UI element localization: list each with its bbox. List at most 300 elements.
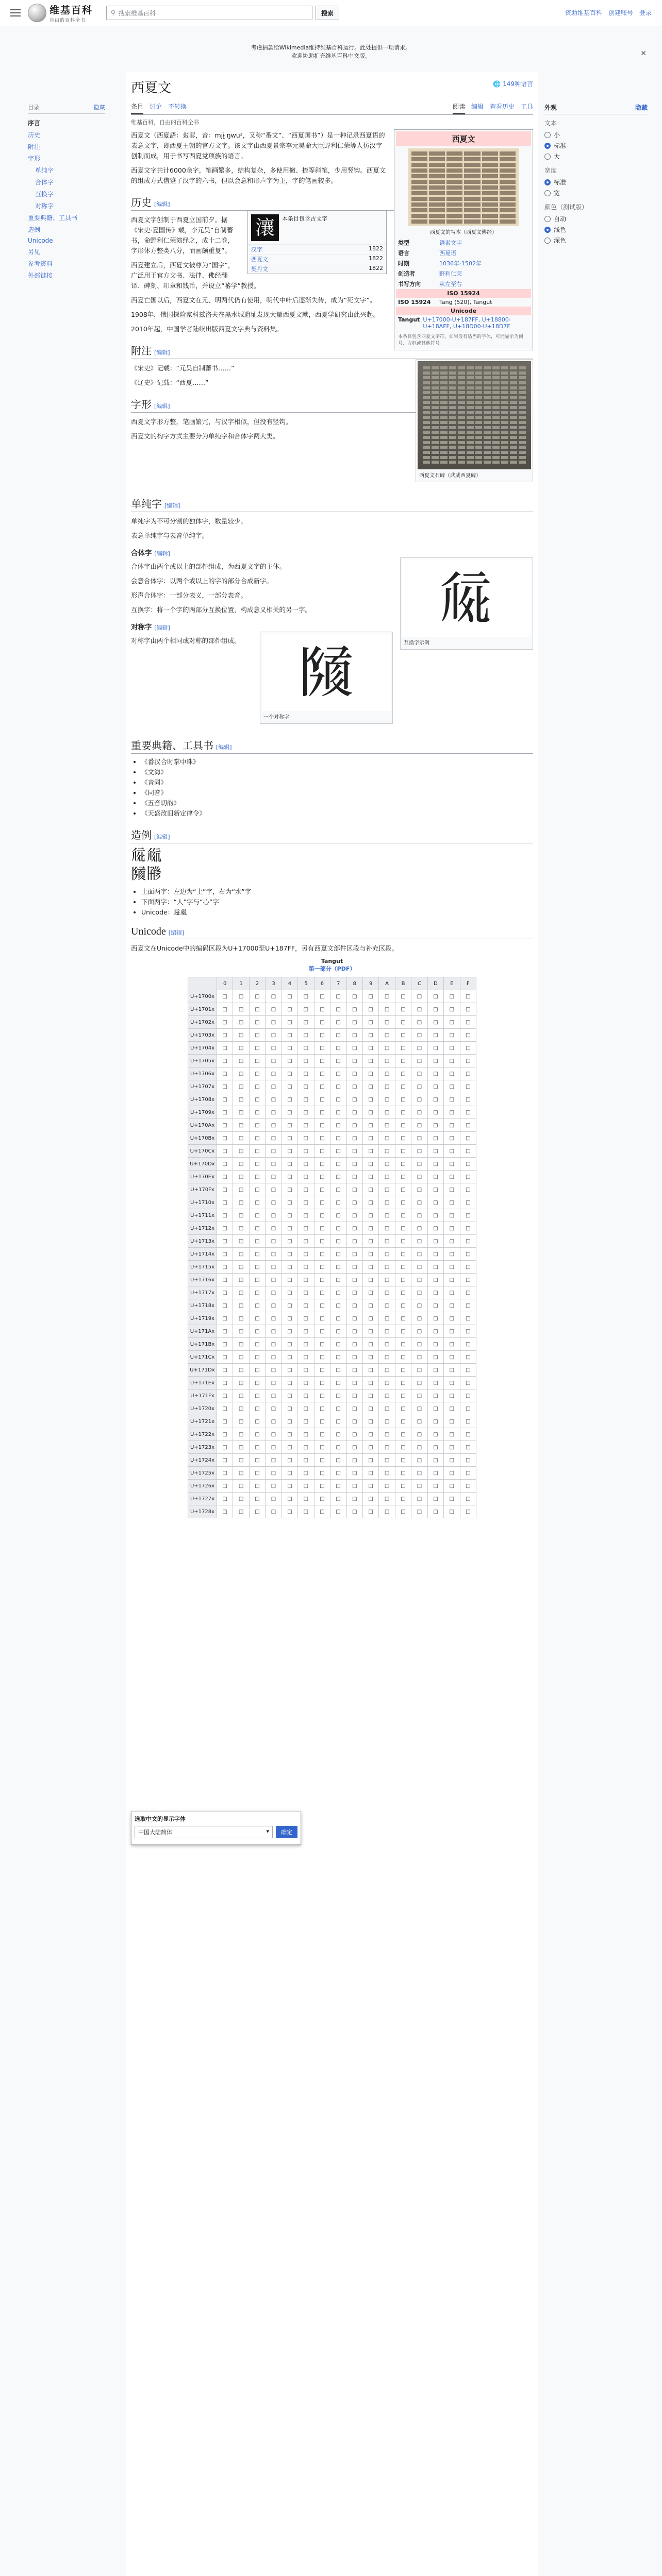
table-cell[interactable]: □ <box>298 1145 314 1158</box>
table-cell[interactable]: □ <box>362 1338 378 1351</box>
table-cell[interactable]: □ <box>411 1080 427 1093</box>
table-cell[interactable]: □ <box>427 1080 443 1093</box>
table-cell[interactable]: □ <box>314 1209 330 1222</box>
edit-link[interactable]: [编辑] <box>164 502 180 509</box>
infobox-value[interactable]: 1036年-1502年 <box>439 260 482 267</box>
table-cell[interactable]: □ <box>217 1171 233 1183</box>
table-cell[interactable]: □ <box>249 1480 265 1493</box>
table-cell[interactable]: □ <box>249 1351 265 1364</box>
table-cell[interactable]: □ <box>282 1299 297 1312</box>
table-cell[interactable]: □ <box>282 1377 297 1389</box>
table-cell[interactable]: □ <box>444 1325 460 1338</box>
table-cell[interactable]: □ <box>411 1351 427 1364</box>
table-cell[interactable]: □ <box>427 1441 443 1454</box>
table-cell[interactable]: □ <box>266 1080 282 1093</box>
table-cell[interactable]: □ <box>362 1467 378 1480</box>
table-cell[interactable]: □ <box>298 1183 314 1196</box>
table-cell[interactable]: □ <box>460 1042 476 1055</box>
swap-figure[interactable] <box>400 557 533 650</box>
table-cell[interactable]: □ <box>460 1402 476 1415</box>
table-cell[interactable]: □ <box>379 1364 395 1377</box>
table-cell[interactable]: □ <box>314 1467 330 1480</box>
table-cell[interactable]: □ <box>379 1209 395 1222</box>
table-cell[interactable]: □ <box>266 1183 282 1196</box>
table-cell[interactable]: □ <box>379 1338 395 1351</box>
table-cell[interactable]: □ <box>427 1106 443 1119</box>
table-cell[interactable]: □ <box>266 1493 282 1505</box>
table-cell[interactable]: □ <box>444 1067 460 1080</box>
table-cell[interactable]: □ <box>298 1003 314 1016</box>
table-cell[interactable]: □ <box>346 1196 362 1209</box>
table-cell[interactable]: □ <box>444 1402 460 1415</box>
table-cell[interactable]: □ <box>298 1029 314 1042</box>
table-cell[interactable]: □ <box>460 1003 476 1016</box>
table-cell[interactable]: □ <box>346 1222 362 1235</box>
table-cell[interactable]: □ <box>314 1441 330 1454</box>
table-cell[interactable]: □ <box>362 1274 378 1286</box>
table-cell[interactable]: □ <box>460 1493 476 1505</box>
table-cell[interactable]: □ <box>460 1235 476 1248</box>
table-cell[interactable]: □ <box>330 1493 346 1505</box>
table-cell[interactable]: □ <box>314 1119 330 1132</box>
mirror-figure[interactable] <box>260 632 393 724</box>
table-cell[interactable]: □ <box>314 1428 330 1441</box>
table-cell[interactable]: □ <box>411 1067 427 1080</box>
toc-hide-button[interactable]: 隐藏 <box>94 104 105 111</box>
table-cell[interactable]: □ <box>411 1415 427 1428</box>
table-cell[interactable]: □ <box>411 1029 427 1042</box>
table-cell[interactable]: □ <box>362 1441 378 1454</box>
table-cell[interactable]: □ <box>444 1119 460 1132</box>
table-cell[interactable]: □ <box>460 1196 476 1209</box>
table-cell[interactable]: □ <box>282 1222 297 1235</box>
table-cell[interactable]: □ <box>395 1171 411 1183</box>
table-cell[interactable]: □ <box>395 1389 411 1402</box>
table-cell[interactable]: □ <box>217 990 233 1003</box>
table-cell[interactable]: □ <box>217 1158 233 1171</box>
table-cell[interactable]: □ <box>298 1415 314 1428</box>
table-cell[interactable]: □ <box>427 1183 443 1196</box>
table-cell[interactable]: □ <box>411 1261 427 1274</box>
table-cell[interactable]: □ <box>395 1222 411 1235</box>
table-cell[interactable]: □ <box>233 1325 249 1338</box>
table-cell[interactable]: □ <box>427 1171 443 1183</box>
table-cell[interactable]: □ <box>330 1132 346 1145</box>
table-cell[interactable]: □ <box>395 1003 411 1016</box>
table-cell[interactable]: □ <box>427 1055 443 1067</box>
table-cell[interactable]: □ <box>411 1132 427 1145</box>
table-cell[interactable]: □ <box>298 1106 314 1119</box>
table-cell[interactable]: □ <box>330 1261 346 1274</box>
table-cell[interactable]: □ <box>217 1274 233 1286</box>
table-cell[interactable]: □ <box>346 1183 362 1196</box>
table-cell[interactable]: □ <box>395 1364 411 1377</box>
variant-dropdown[interactable]: 不转换 <box>168 103 187 110</box>
table-cell[interactable]: □ <box>314 1505 330 1518</box>
table-cell[interactable]: □ <box>217 1196 233 1209</box>
table-cell[interactable]: □ <box>298 1364 314 1377</box>
table-cell[interactable]: □ <box>379 1055 395 1067</box>
table-cell[interactable]: □ <box>282 1093 297 1106</box>
table-cell[interactable]: □ <box>266 1171 282 1183</box>
table-cell[interactable]: □ <box>411 990 427 1003</box>
table-cell[interactable]: □ <box>330 1222 346 1235</box>
table-cell[interactable]: □ <box>379 1261 395 1274</box>
table-cell[interactable]: □ <box>444 1042 460 1055</box>
table-cell[interactable]: □ <box>233 1016 249 1029</box>
table-cell[interactable]: □ <box>427 1119 443 1132</box>
table-cell[interactable]: □ <box>444 1093 460 1106</box>
table-cell[interactable]: □ <box>411 1196 427 1209</box>
table-cell[interactable]: □ <box>298 1016 314 1029</box>
table-cell[interactable]: □ <box>249 1261 265 1274</box>
table-cell[interactable]: □ <box>395 1274 411 1286</box>
table-cell[interactable]: □ <box>233 1454 249 1467</box>
table-cell[interactable]: □ <box>379 1402 395 1415</box>
table-cell[interactable]: □ <box>314 1003 330 1016</box>
radio-option[interactable] <box>544 140 648 151</box>
table-cell[interactable]: □ <box>217 1325 233 1338</box>
table-cell[interactable]: □ <box>249 1171 265 1183</box>
table-cell[interactable]: □ <box>217 1364 233 1377</box>
table-cell[interactable]: □ <box>427 1480 443 1493</box>
table-cell[interactable]: □ <box>427 1196 443 1209</box>
table-cell[interactable]: □ <box>249 1067 265 1080</box>
stone-figure[interactable] <box>416 359 533 482</box>
table-cell[interactable]: □ <box>298 1351 314 1364</box>
table-cell[interactable]: □ <box>217 1338 233 1351</box>
table-cell[interactable]: □ <box>298 1132 314 1145</box>
table-cell[interactable]: □ <box>298 1467 314 1480</box>
table-cell[interactable]: □ <box>362 1428 378 1441</box>
table-cell[interactable]: □ <box>217 1055 233 1067</box>
table-cell[interactable]: □ <box>395 1480 411 1493</box>
table-cell[interactable]: □ <box>314 1196 330 1209</box>
table-cell[interactable]: □ <box>427 1312 443 1325</box>
table-cell[interactable]: □ <box>411 1467 427 1480</box>
table-cell[interactable]: □ <box>444 1480 460 1493</box>
table-cell[interactable]: □ <box>282 1016 297 1029</box>
table-cell[interactable]: □ <box>282 1261 297 1274</box>
table-cell[interactable]: □ <box>217 1042 233 1055</box>
table-cell[interactable]: □ <box>266 990 282 1003</box>
table-cell[interactable]: □ <box>379 1454 395 1467</box>
unicode-ranges[interactable]: U+17000-U+187FF, U+18800-U+18AFF, U+18D00-U+18D7F <box>423 316 511 330</box>
table-cell[interactable]: □ <box>395 1093 411 1106</box>
table-cell[interactable]: □ <box>362 1145 378 1158</box>
table-cell[interactable]: □ <box>233 1003 249 1016</box>
toc-item[interactable]: 外部链接 <box>28 272 53 279</box>
table-cell[interactable]: □ <box>298 1377 314 1389</box>
table-cell[interactable]: □ <box>362 1493 378 1505</box>
table-cell[interactable]: □ <box>217 1312 233 1325</box>
table-cell[interactable]: □ <box>395 1441 411 1454</box>
table-cell[interactable]: □ <box>314 1377 330 1389</box>
sidebox-key[interactable]: 西夏文 <box>251 256 268 263</box>
table-cell[interactable]: □ <box>411 1119 427 1132</box>
table-cell[interactable]: □ <box>249 1338 265 1351</box>
table-cell[interactable]: □ <box>427 1158 443 1171</box>
table-cell[interactable]: □ <box>314 1016 330 1029</box>
table-cell[interactable]: □ <box>460 1106 476 1119</box>
table-cell[interactable]: □ <box>346 1209 362 1222</box>
table-cell[interactable]: □ <box>314 1312 330 1325</box>
table-cell[interactable]: □ <box>233 1299 249 1312</box>
table-cell[interactable]: □ <box>233 1145 249 1158</box>
table-cell[interactable]: □ <box>330 1055 346 1067</box>
table-cell[interactable]: □ <box>444 1080 460 1093</box>
table-cell[interactable]: □ <box>282 1029 297 1042</box>
table-cell[interactable]: □ <box>282 1415 297 1428</box>
table-cell[interactable]: □ <box>249 1209 265 1222</box>
table-cell[interactable]: □ <box>444 1505 460 1518</box>
table-cell[interactable]: □ <box>346 1055 362 1067</box>
table-cell[interactable]: □ <box>282 1364 297 1377</box>
table-cell[interactable]: □ <box>217 1183 233 1196</box>
table-cell[interactable]: □ <box>282 1196 297 1209</box>
table-cell[interactable]: □ <box>233 1428 249 1441</box>
table-cell[interactable]: □ <box>298 1261 314 1274</box>
table-cell[interactable]: □ <box>298 1505 314 1518</box>
table-cell[interactable]: □ <box>395 1196 411 1209</box>
table-cell[interactable]: □ <box>249 1042 265 1055</box>
table-cell[interactable]: □ <box>346 1286 362 1299</box>
table-cell[interactable]: □ <box>330 1377 346 1389</box>
toc-item[interactable]: 合体字 <box>35 179 54 186</box>
table-cell[interactable]: □ <box>217 1441 233 1454</box>
table-cell[interactable]: □ <box>217 1505 233 1518</box>
table-cell[interactable]: □ <box>395 1325 411 1338</box>
table-cell[interactable]: □ <box>217 1067 233 1080</box>
table-cell[interactable]: □ <box>249 1016 265 1029</box>
table-cell[interactable]: □ <box>298 1055 314 1067</box>
table-cell[interactable]: □ <box>249 1454 265 1467</box>
table-cell[interactable]: □ <box>266 1454 282 1467</box>
table-cell[interactable]: □ <box>298 1119 314 1132</box>
table-cell[interactable]: □ <box>233 1080 249 1093</box>
table-cell[interactable]: □ <box>411 1003 427 1016</box>
table-cell[interactable]: □ <box>217 1286 233 1299</box>
table-cell[interactable]: □ <box>379 1222 395 1235</box>
table-cell[interactable]: □ <box>346 1338 362 1351</box>
table-cell[interactable]: □ <box>282 1428 297 1441</box>
table-cell[interactable]: □ <box>460 990 476 1003</box>
table-cell[interactable]: □ <box>330 1480 346 1493</box>
tab-0[interactable]: 条目 <box>131 99 143 114</box>
toc-item[interactable]: 造例 <box>28 226 41 233</box>
table-cell[interactable]: □ <box>444 1183 460 1196</box>
table-cell[interactable]: □ <box>427 1261 443 1274</box>
table-cell[interactable]: □ <box>379 1029 395 1042</box>
table-cell[interactable]: □ <box>444 1248 460 1261</box>
table-cell[interactable]: □ <box>362 1415 378 1428</box>
table-cell[interactable]: □ <box>346 1454 362 1467</box>
table-cell[interactable]: □ <box>249 1441 265 1454</box>
table-cell[interactable]: □ <box>444 1351 460 1364</box>
table-cell[interactable]: □ <box>346 1248 362 1261</box>
toc-item[interactable]: Unicode <box>28 237 53 244</box>
toc-item[interactable]: 参考资料 <box>28 260 53 267</box>
table-cell[interactable]: □ <box>314 1480 330 1493</box>
table-cell[interactable]: □ <box>411 1286 427 1299</box>
table-cell[interactable]: □ <box>314 1286 330 1299</box>
table-cell[interactable]: □ <box>282 1209 297 1222</box>
table-cell[interactable]: □ <box>249 1377 265 1389</box>
table-cell[interactable]: □ <box>282 1325 297 1338</box>
table-cell[interactable]: □ <box>282 1119 297 1132</box>
dialog-ok-button[interactable]: 确定 <box>276 1826 297 1838</box>
table-cell[interactable]: □ <box>362 1119 378 1132</box>
table-cell[interactable]: □ <box>282 1106 297 1119</box>
table-cell[interactable]: □ <box>460 1145 476 1158</box>
table-cell[interactable]: □ <box>444 1428 460 1441</box>
edit-link[interactable]: [编辑] <box>154 201 170 208</box>
table-cell[interactable]: □ <box>330 1441 346 1454</box>
table-cell[interactable]: □ <box>411 1222 427 1235</box>
table-cell[interactable]: □ <box>249 990 265 1003</box>
table-cell[interactable]: □ <box>427 1428 443 1441</box>
table-cell[interactable]: □ <box>411 1428 427 1441</box>
table-cell[interactable]: □ <box>282 1080 297 1093</box>
table-cell[interactable]: □ <box>217 1480 233 1493</box>
appearance-hide-button[interactable]: 隐藏 <box>635 104 648 111</box>
table-cell[interactable]: □ <box>282 1145 297 1158</box>
table-cell[interactable]: □ <box>217 1415 233 1428</box>
font-select[interactable]: 中国大陆简体 ▾ <box>135 1826 273 1838</box>
site-logo[interactable] <box>28 3 93 23</box>
table-cell[interactable]: □ <box>314 1183 330 1196</box>
edit-link[interactable]: [编辑] <box>154 550 170 557</box>
table-cell[interactable]: □ <box>411 1235 427 1248</box>
table-cell[interactable]: □ <box>427 1132 443 1145</box>
table-cell[interactable]: □ <box>217 1119 233 1132</box>
table-cell[interactable]: □ <box>460 1338 476 1351</box>
table-cell[interactable]: □ <box>379 1067 395 1080</box>
table-cell[interactable]: □ <box>460 1016 476 1029</box>
table-cell[interactable]: □ <box>233 1042 249 1055</box>
table-cell[interactable]: □ <box>249 1428 265 1441</box>
table-cell[interactable]: □ <box>460 1351 476 1364</box>
table-cell[interactable]: □ <box>362 1093 378 1106</box>
table-cell[interactable]: □ <box>395 1377 411 1389</box>
table-cell[interactable]: □ <box>330 1080 346 1093</box>
infobox-value[interactable]: 西夏语 <box>439 250 456 257</box>
table-cell[interactable]: □ <box>330 1067 346 1080</box>
table-cell[interactable]: □ <box>346 1364 362 1377</box>
sidebox-key[interactable]: 汉字 <box>251 246 262 253</box>
table-cell[interactable]: □ <box>249 1505 265 1518</box>
table-cell[interactable]: □ <box>314 1080 330 1093</box>
table-cell[interactable]: □ <box>330 1454 346 1467</box>
table-cell[interactable]: □ <box>395 990 411 1003</box>
table-cell[interactable]: □ <box>427 1325 443 1338</box>
table-cell[interactable]: □ <box>444 1286 460 1299</box>
table-cell[interactable]: □ <box>233 1480 249 1493</box>
table-cell[interactable]: □ <box>266 1377 282 1389</box>
table-cell[interactable]: □ <box>427 1248 443 1261</box>
table-cell[interactable]: □ <box>314 1454 330 1467</box>
table-cell[interactable]: □ <box>282 1351 297 1364</box>
table-cell[interactable]: □ <box>266 1222 282 1235</box>
table-cell[interactable]: □ <box>460 1467 476 1480</box>
table-cell[interactable]: □ <box>249 1493 265 1505</box>
table-cell[interactable]: □ <box>411 1209 427 1222</box>
table-cell[interactable]: □ <box>427 1389 443 1402</box>
table-cell[interactable]: □ <box>233 1171 249 1183</box>
table-cell[interactable]: □ <box>217 1248 233 1261</box>
table-cell[interactable]: □ <box>282 1248 297 1261</box>
table-cell[interactable]: □ <box>233 1196 249 1209</box>
table-cell[interactable]: □ <box>298 1338 314 1351</box>
table-cell[interactable]: □ <box>395 1493 411 1505</box>
table-cell[interactable]: □ <box>233 1132 249 1145</box>
table-cell[interactable]: □ <box>427 1042 443 1055</box>
table-cell[interactable]: □ <box>362 1299 378 1312</box>
language-button[interactable]: 🌐 149种语言 <box>493 80 533 88</box>
table-cell[interactable]: □ <box>266 1505 282 1518</box>
table-cell[interactable]: □ <box>460 1454 476 1467</box>
table-cell[interactable]: □ <box>249 1183 265 1196</box>
edit-link[interactable]: [编辑] <box>154 403 170 410</box>
table-cell[interactable]: □ <box>444 1467 460 1480</box>
table-cell[interactable]: □ <box>395 1016 411 1029</box>
table-cell[interactable]: □ <box>298 1093 314 1106</box>
toc-item[interactable]: 互换字 <box>35 191 54 198</box>
table-cell[interactable]: □ <box>395 1338 411 1351</box>
menu-icon[interactable] <box>10 7 21 19</box>
table-cell[interactable]: □ <box>298 990 314 1003</box>
radio-option[interactable] <box>544 235 648 246</box>
table-cell[interactable]: □ <box>266 1067 282 1080</box>
table-cell[interactable]: □ <box>233 1183 249 1196</box>
table-cell[interactable]: □ <box>249 1093 265 1106</box>
table-cell[interactable]: □ <box>330 1029 346 1042</box>
table-cell[interactable]: □ <box>282 1312 297 1325</box>
table-cell[interactable]: □ <box>249 1402 265 1415</box>
table-cell[interactable]: □ <box>346 1171 362 1183</box>
table-cell[interactable]: □ <box>395 1286 411 1299</box>
table-cell[interactable]: □ <box>411 1389 427 1402</box>
table-cell[interactable]: □ <box>249 1029 265 1042</box>
table-cell[interactable]: □ <box>266 1325 282 1338</box>
table-cell[interactable]: □ <box>346 1132 362 1145</box>
search-input[interactable]: ⚲ 搜索维基百科 <box>106 6 312 20</box>
table-cell[interactable]: □ <box>266 1196 282 1209</box>
table-cell[interactable]: □ <box>444 1261 460 1274</box>
table-cell[interactable]: □ <box>379 1196 395 1209</box>
table-cell[interactable]: □ <box>395 1209 411 1222</box>
table-cell[interactable]: □ <box>411 1299 427 1312</box>
table-cell[interactable]: □ <box>346 1093 362 1106</box>
radio-option[interactable] <box>544 188 648 198</box>
table-cell[interactable]: □ <box>266 1351 282 1364</box>
table-cell[interactable]: □ <box>330 1351 346 1364</box>
table-cell[interactable]: □ <box>233 1158 249 1171</box>
table-cell[interactable]: □ <box>362 1042 378 1055</box>
edit-link[interactable]: [编辑] <box>154 624 170 631</box>
toc-item[interactable]: 历史 <box>28 131 41 139</box>
table-cell[interactable]: □ <box>298 1067 314 1080</box>
infobox-value[interactable]: 从左至右 <box>439 281 462 287</box>
table-cell[interactable]: □ <box>346 1106 362 1119</box>
table-cell[interactable]: □ <box>460 1377 476 1389</box>
table-cell[interactable]: □ <box>362 1351 378 1364</box>
table-cell[interactable]: □ <box>266 1119 282 1132</box>
table-cell[interactable]: □ <box>346 1505 362 1518</box>
table-cell[interactable]: □ <box>282 1505 297 1518</box>
table-cell[interactable]: □ <box>249 1364 265 1377</box>
table-cell[interactable]: □ <box>444 1338 460 1351</box>
